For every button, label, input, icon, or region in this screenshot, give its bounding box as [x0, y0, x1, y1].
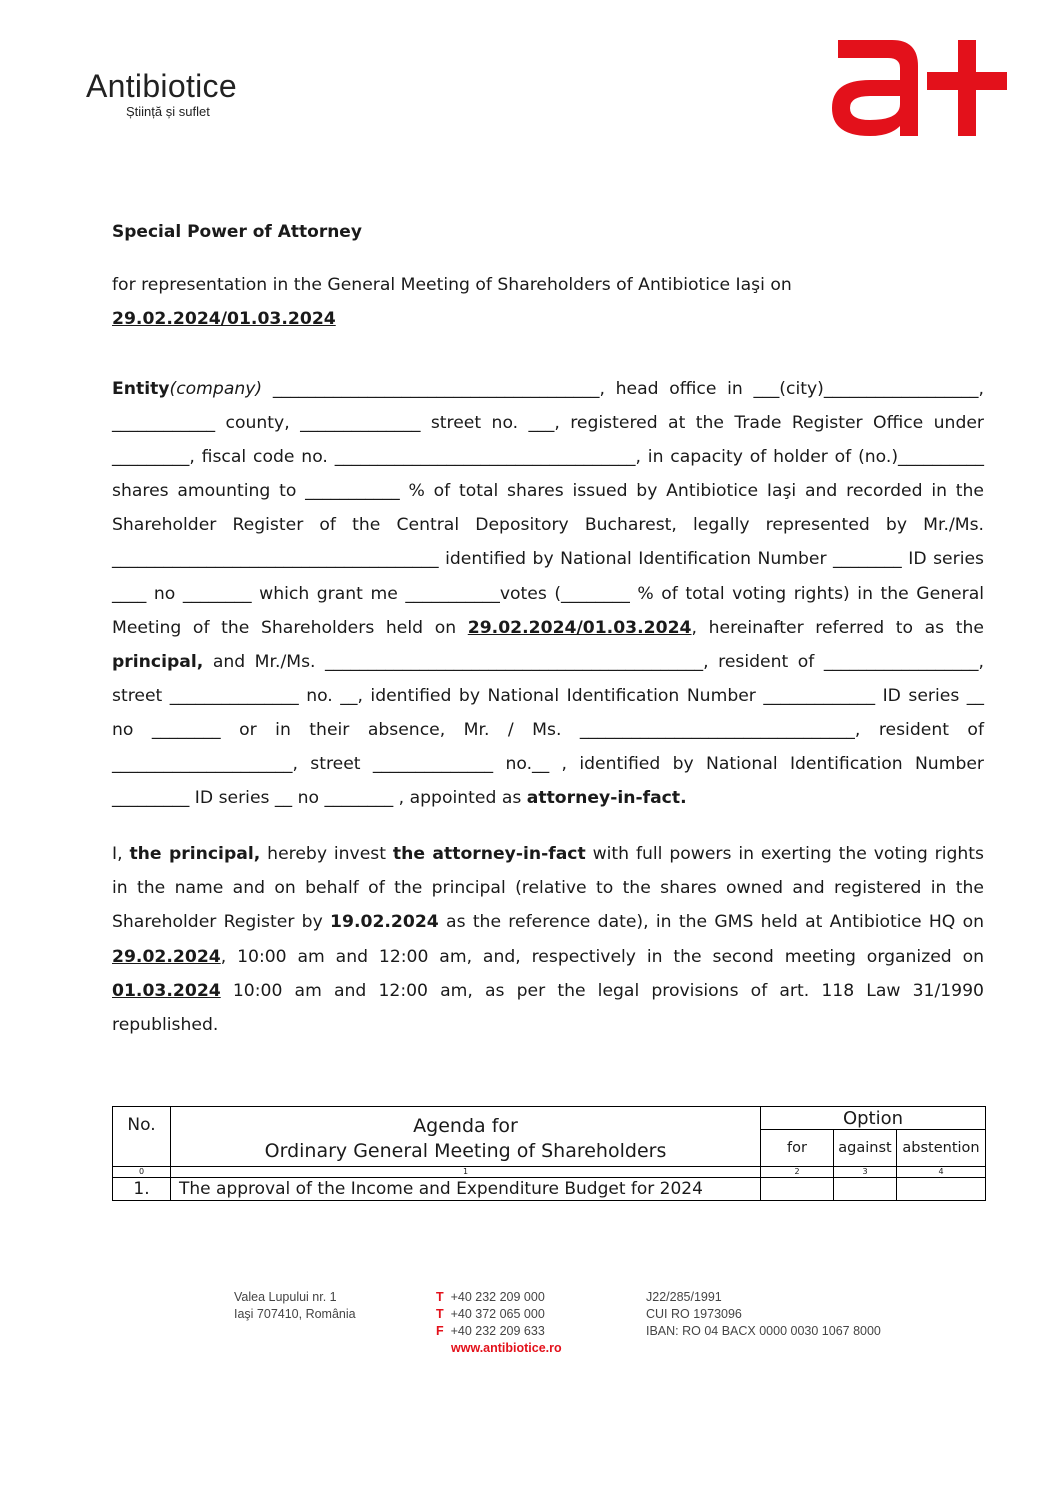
fax-prefix: F	[436, 1324, 444, 1338]
website-link[interactable]: www.antibiotice.ro	[451, 1341, 562, 1355]
powers-text-d: as the reference date), in the GMS held at Antibiotice HQ on	[438, 912, 984, 933]
opt-against-header: against	[834, 1130, 897, 1167]
opt-abstention-header: abstention	[897, 1130, 986, 1167]
address-line1: Valea Lupului nr. 1	[234, 1290, 337, 1304]
principal-text-3: and Mr./Ms. ____________________________________________, resident of __________________, street _______________ no. __, identified by National Identification Number _____________ ID series __ no ________ or in their absence, Mr. / Ms. ________________________________, resident of _____________________, street ______________ no.__ , identified by National Identification Number _________ ID series __ no ________ , appointed as	[112, 651, 984, 809]
powers-text-c: with full powers in exerting the voting rights in the name and on behalf of the principal (relative to the shares owned and registered in the Shareholder Register by	[112, 844, 984, 933]
agenda-header-line2: Ordinary General Meeting of Shareholders	[264, 1139, 667, 1162]
row-number: 1.	[113, 1178, 171, 1201]
footer-address	[234, 1289, 356, 1323]
powers-text-e: , 10:00 am and 12:00 am, and, respectively in the second meeting organized on	[220, 946, 984, 967]
brand-tagline: Știință și suflet	[126, 104, 210, 119]
document-body	[112, 218, 984, 1042]
vote-against-cell[interactable]	[834, 1178, 897, 1201]
vote-for-cell[interactable]	[761, 1178, 834, 1201]
agenda-header-line1: Agenda for	[413, 1114, 518, 1137]
first-meeting-date: 29.02.2024	[112, 946, 221, 967]
powers-attorney: the attorney-in-fact	[392, 844, 586, 865]
document-title: Special Power of Attorney	[112, 222, 362, 242]
iban-number: IBAN: RO 04 BACX 0000 0030 1067 8000	[646, 1324, 881, 1338]
fax-number: +40 232 209 633	[450, 1324, 545, 1338]
col-agenda-header	[171, 1107, 761, 1167]
a-plus-logo-icon	[830, 38, 1010, 138]
powers-paragraph	[112, 837, 984, 1042]
principal-text-2: , hereinafter referred to as the	[691, 617, 984, 638]
col-option-header: Option	[761, 1107, 986, 1130]
document-subtitle: for representation in the General Meeting of Shareholders of Antibiotice Iaşi on	[112, 275, 792, 295]
vote-abstention-cell[interactable]	[897, 1178, 986, 1201]
index-cell: 3	[834, 1167, 897, 1178]
footer-registration	[646, 1289, 881, 1340]
tel-prefix: T	[436, 1290, 444, 1304]
powers-text-a: I,	[112, 844, 130, 865]
index-cell: 0	[113, 1167, 171, 1178]
index-cell: 2	[761, 1167, 834, 1178]
tel-prefix: T	[436, 1307, 444, 1321]
principal-paragraph	[112, 372, 984, 815]
index-cell: 1	[171, 1167, 761, 1178]
address-line2: Iaşi 707410, România	[234, 1307, 356, 1321]
footer-contacts	[436, 1289, 562, 1357]
agenda-table	[112, 1106, 986, 1201]
powers-text-b: hereby invest	[260, 844, 393, 865]
index-cell: 4	[897, 1167, 986, 1178]
powers-principal: the principal,	[129, 844, 261, 865]
registration-number: J22/285/1991	[646, 1290, 722, 1304]
reference-date: 19.02.2024	[330, 912, 439, 933]
cui-number: CUI RO 1973096	[646, 1307, 742, 1321]
principal-term: principal,	[112, 651, 204, 672]
table-row	[113, 1178, 986, 1201]
index-row	[113, 1167, 986, 1178]
company-label: (company)	[169, 379, 263, 399]
attorney-term: attorney-in-fact.	[526, 788, 687, 809]
phone-1: +40 232 209 000	[450, 1290, 545, 1304]
meeting-dates-inline: 29.02.2024/01.03.2024	[467, 617, 692, 638]
brand-name: Antibiotice	[86, 68, 237, 104]
col-no-header: No.	[113, 1107, 171, 1167]
row-agenda-item: The approval of the Income and Expenditure Budget for 2024	[171, 1178, 761, 1201]
principal-text-1: ______________________________________, head office in ___(city)__________________, ____________ county, ______________ street no. ___, registered at the Trade Register Office under _________, fiscal code no. ___________________________________, in capacity of holder of (no.)__________ shares amounting to ___________ % of total shares issued by Antibiotice Iaşi and recorded in the Shareholder Register of the Central Depository Bucharest, legally represented by Mr./Ms. ______________________________________ identified by National Identification Number ________ ID series ____ no ________ which grant me ___________votes (________ % of total voting rights) in the General Meeting of the Shareholders held on	[112, 379, 984, 638]
powers-text-f: 10:00 am and 12:00 am, as per the legal provisions of art. 118 Law 31/1990 republished.	[112, 980, 984, 1035]
entity-label: Entity	[112, 379, 170, 399]
opt-for-header: for	[761, 1130, 834, 1167]
meeting-dates: 29.02.2024/01.03.2024	[112, 309, 336, 329]
phone-2: +40 372 065 000	[450, 1307, 545, 1321]
second-meeting-date: 01.03.2024	[112, 980, 221, 1001]
company-logo	[86, 70, 237, 119]
